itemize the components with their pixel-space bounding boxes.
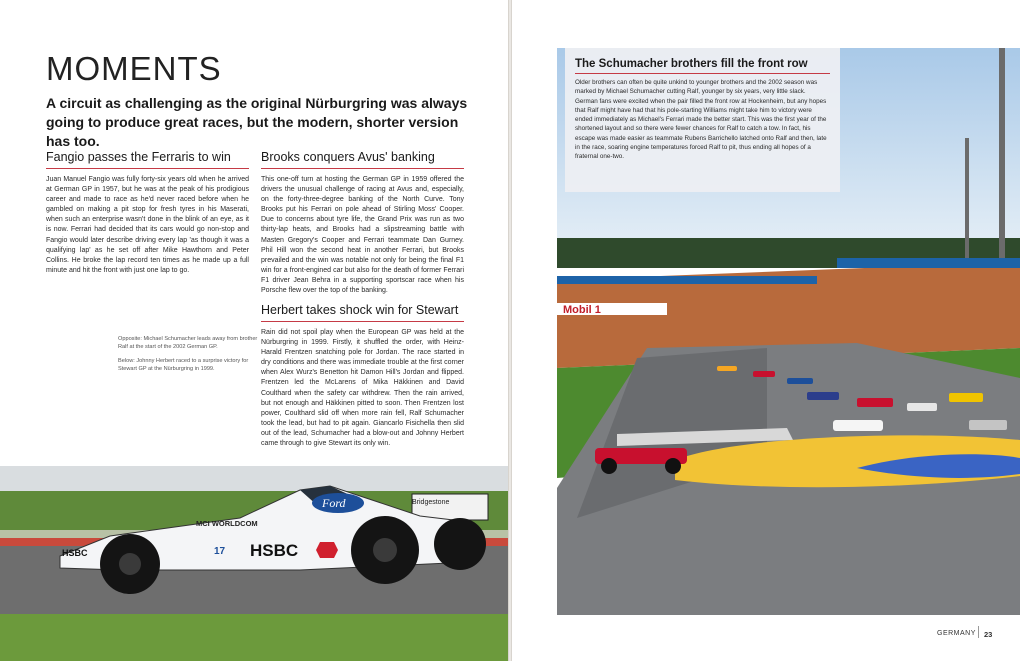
- section-heading: Brooks conquers Avus' banking: [261, 150, 464, 169]
- section-fangio: [46, 150, 249, 276]
- ford-logo-text: Ford: [322, 496, 346, 510]
- hsbc-logo-text: HSBC: [250, 541, 299, 560]
- car-number-text: 17: [214, 546, 226, 557]
- section-brooks: [261, 150, 464, 296]
- section-body: This one-off turn at hosting the German GP in 1959 offered the drivers the unusual challenge of racing at Avus and, especially, on the forty-three-degree banking of the North Curve. Tony Brooks put his Ferrari on pole ahead of Stirling Moss' Cooper. Due to concerns about tyre life, the Grand Prix was run as two thirty-lap heats, and Brooks had a slipstreaming battle with Masten Gregory's Cooper and Ferrari teammate Dan Gurney. Phil Hill won the second heat in another Ferrari, but Brooks prevailed and the win was notable not only for being the final F1 win for a front-engined car but also for the death of former Ferrari F1 driver Jean Behra in a supporting sportscar race when his Porsche flew over the top of the banking.: [261, 176, 464, 295]
- lede-paragraph: A circuit as challenging as the original Nürburgring was always going to produce great races, but the modern, shorter version has too.: [46, 95, 468, 149]
- svg-text:HSBC: HSBC: [62, 548, 88, 558]
- hsbc-hexagon-icon: [316, 542, 338, 558]
- photo-caption-opposite: Opposite: Michael Schumacher leads away from brother Ralf at the start of the 2002 German GP.: [118, 336, 258, 350]
- page-number: 23: [984, 630, 993, 639]
- right-page: [512, 0, 1020, 661]
- stewart-car-photo: [0, 466, 508, 661]
- photo-caption-below: Below: Johnny Herbert raced to a surprise victory for Stewart GP at the Nürburgring in 1999.: [118, 358, 249, 372]
- section-herbert: [261, 303, 464, 449]
- section-body: Rain did not spoil play when the European GP was held at the Nürburgring in 1999. Firstly, it shuffled the order, with Heinz-Harald Frentzen snatching pole for Jordan. The race started in dry conditions and there was immediate trouble at the first corner when Alex Wurz's Benetton hit Damon Hill's Jordan and flipped. Frentzen led the McLarens of Mika Häkkinen and David Coulthard when the safety car withdrew. Then the rain arrived, but not enough and Häkkinen pitted to soon. Then Frentzen lost power, Coulthard slid off when more rain fell, Ralf Schumacher took the lead, but had to pit again. Giancarlo Fisichella then slid out of the lead, Schumacher had a blow-out and Johnny Herbert came through to give Stewart its only win.: [261, 329, 464, 448]
- feature-box-body: Older brothers can often be quite unkind to younger brothers and the 2002 season was marked by Michael Schumacher cutting Ralf, younger by six years, very little slack. German fans were excited when the pair filled the front row at Hockenheim, but any hopes that Ralf might have had that his pole-starting Williams might take him to victory were ended immediately as Michael's Ferrari made the better start. This was the first year of the shortened layout and so there were fewer chances for Ralf to catch a tow. In fact, his escape was made easier as teammate Rubens Barrichello latched onto Ralf and then, late in the race, soaring engine temperatures forced Ralf to pit, thus ending all hopes of a fraternal one-two.: [575, 79, 827, 161]
- feature-box: [565, 48, 840, 192]
- bridgestone-logo-text: Bridgestone: [412, 499, 450, 506]
- section-body: Juan Manuel Fangio was fully forty-six years old when he arrived at German GP in 1957, but he was at the peak of his prodigious career and made to race as he'd never raced before when he gambled on making a pit stop for fresh tyres in his Maserati, when such an enterprise wasn't done in the blink of an eye, as it is now. Ferrari had decided that its cars would go non-stop and Fangio would later describe driving every lap 'as though it was a qualifying lap' as he set off after Mike Hawthorn and Peter Collins. He broke the lap record ten times as he made up a full minute and hit the front with just one lap to go.: [46, 176, 249, 274]
- page-title: MOMENTS: [46, 50, 222, 87]
- stewart-car-illustration: [0, 466, 508, 661]
- mci-logo-text: MCI WORLDCOM: [196, 519, 258, 528]
- section-folio: GERMANY: [937, 630, 976, 637]
- feature-box-heading: The Schumacher brothers fill the front row: [575, 58, 830, 74]
- mobil-sign-text: Mobil 1: [563, 304, 601, 316]
- left-page: [0, 0, 508, 661]
- folio-divider: [978, 626, 979, 638]
- section-heading: Fangio passes the Ferraris to win: [46, 150, 249, 169]
- section-heading: Herbert takes shock win for Stewart: [261, 303, 464, 322]
